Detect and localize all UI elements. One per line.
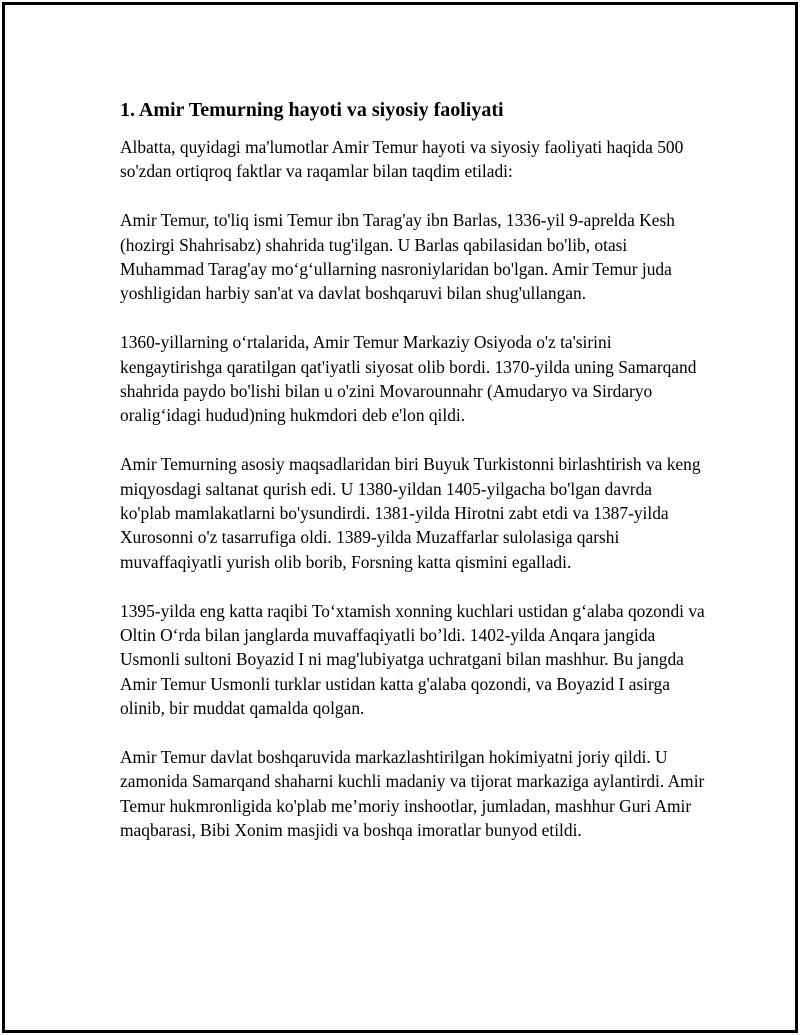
document-body [120, 97, 705, 867]
paragraph-battles: 1395-yilda eng katta raqibi To‘xtamish xonning kuchlari ustidan g‘alaba qozondi va Oltin O‘rda bilan janglarda muvaffaqiyatli bo’ldi. 1402-yilda Anqara jangida Usmonli sultoni Boyazid I ni mag'lubiyatga uchratgani bilan mashhur. Bu jangda Amir Temur Usmonli turklar ustidan katta g'alaba qozondi, va Boyazid I asirga olinib, bir muddat qamalda qolgan. [120, 600, 705, 719]
document-title: 1. Amir Temurning hayoti va siyosiy faoliyati [120, 99, 504, 121]
paragraph-rise-to-power: 1360-yillarning o‘rtalarida, Amir Temur Markaziy Osiyoda o'z ta'sirini kengaytirishga qaratilgan qat'iyatli siyosat olib bordi. 1370-yilda uning Samarqand shahrida paydo bo'lishi bilan u o'zini Movarounnahr (Amudaryo va Sirdaryo oralig‘idagi hudud)ning hukmdori deb e'lon qildi. [120, 332, 697, 426]
paragraph-conquests: Amir Temurning asosiy maqsadlaridan biri Buyuk Turkistonni birlashtirish va keng miqyosdagi saltanat qurish edi. U 1380-yildan 1405-yilgacha bo'lgan davrda ko'plab mamlakatlarni bo'ysundirdi. 1381-yilda Hirotni zabt etdi va 1387-yilda Xurosonni o'z tasarrufiga oldi. 1389-yilda Muzaffarlar sulolasiga qarshi muvaffaqiyatli yurish olib borib, Forsning katta qismini egalladi. [120, 454, 701, 572]
paragraph-early-life: Amir Temur, to'liq ismi Temur ibn Tarag'ay ibn Barlas, 1336-yil 9-aprelda Kesh (hozirgi Shahrisabz) shahrida tug'ilgan. U Barlas qabilasidan bo'lib, otasi Muhammad Tarag'ay mo‘g‘ullarning nasroniylaridan bo'lgan. Amir Temur juda yoshligidan harbiy san'at va davlat boshqaruvi bilan shug'ullangan. [120, 210, 675, 304]
paragraph-intro: Albatta, quyidagi ma'lumotlar Amir Temur hayoti va siyosiy faoliyati haqida 500 so'zdan ortiqroq faktlar va raqamlar bilan taqdim etiladi: [120, 137, 684, 182]
paragraph-governance: Amir Temur davlat boshqaruvida markazlashtirilgan hokimiyatni joriy qildi. U zamonida Samarqand shaharni kuchli madaniy va tijorat markaziga aylantirdi. Amir Temur hukmronligida ko'plab me’moriy inshootlar, jumladan, mashhur Guri Amir maqbarasi, Bibi Xonim masjidi va boshqa imoratlar bunyod etildi. [120, 747, 705, 841]
page-frame [2, 2, 798, 1033]
